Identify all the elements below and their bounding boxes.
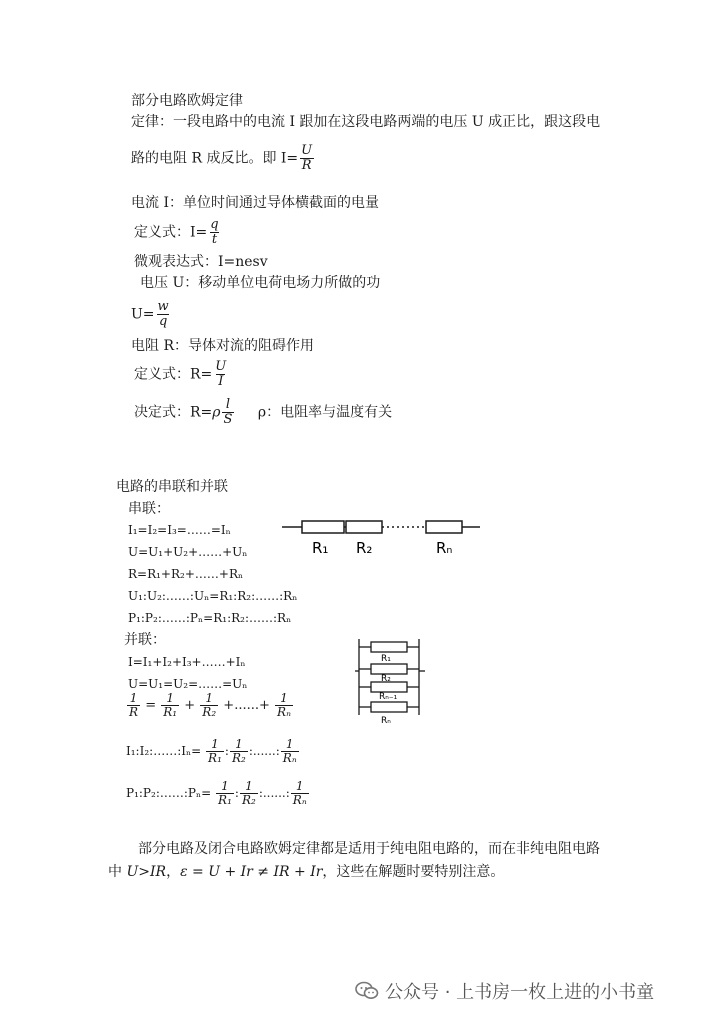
reciprocal-equation: $\frac{1}{R}$ = $\frac{1}{\text{R₁}}$ + $\frac{1}{\text{R₂}}$ +......+ $\frac{1}{\text{Rₙ}}$ <box>129 691 291 719</box>
recip-term-1-num: 1 <box>166 691 174 705</box>
current-ratio-equation: I₁:I₂:……:Iₙ= $\frac{1}{\text{R₁}}$ : $\frac{1}{\text{R₂}}$ :......: $\frac{1}{\text{Rₙ}}$ <box>126 737 297 765</box>
p-label-rn1: Rₙ₋₁ <box>379 692 398 702</box>
decision-fraction <box>222 398 235 427</box>
recip-term-n <box>275 692 293 719</box>
decision-formula <box>134 398 392 427</box>
section-title-ohm: 部分电路欧姆定律 <box>131 93 243 109</box>
recip-term-2-num: 1 <box>205 691 214 705</box>
rho-symbol: ρ <box>212 404 221 421</box>
voltage-definition: 电压 U：移动单位电荷电场力所做的功 <box>140 275 381 291</box>
voltage-frac-den: q <box>158 314 168 329</box>
resistance-frac-den: I <box>218 374 224 389</box>
p-resistor-rn <box>371 702 407 712</box>
current-frac-den: t <box>211 232 218 247</box>
recip-lhs-num: 1 <box>129 691 138 705</box>
resistance-formula-label: 定义式：R= <box>134 366 213 383</box>
power-ratio-label: P₁:P₂:……:Pₙ= <box>126 786 212 800</box>
pr-dots: ...... <box>262 786 286 800</box>
series-circuit-diagram <box>282 515 482 563</box>
p-resistor-r2 <box>371 664 407 674</box>
current-formula-label: 定义式：I= <box>134 224 208 241</box>
series-eq-voltage: U=U₁+U₂+……+Uₙ <box>128 545 248 559</box>
p-label-r1: R₁ <box>381 654 391 664</box>
pr-term-1-den: R₁ <box>218 793 232 807</box>
law-line-2-text: 路的电阻 R 成反比。即 I= <box>131 150 299 167</box>
series-eq-current: I₁=I₂=I₃=……=Iₙ <box>128 523 231 537</box>
micro-expression: 微观表达式：I=nesv <box>134 254 268 270</box>
voltage-fraction <box>156 300 171 329</box>
voltage-formula-label: U= <box>131 306 155 323</box>
resistor-r1 <box>302 521 344 533</box>
watermark <box>355 978 654 1004</box>
label-r2: R₂ <box>356 539 373 557</box>
pr-term-n-den: Rₙ <box>292 793 307 807</box>
recip-lhs <box>127 692 140 719</box>
current-formula <box>134 218 222 247</box>
watermark-text: 公众号 · 上书房一枚上进的小书童 <box>385 982 655 1003</box>
cr-term-1-den: R₁ <box>208 751 222 765</box>
resistance-definition: 电阻 R：导体对流的阻碍作用 <box>131 338 314 354</box>
section-title-circuits: 电路的串联和并联 <box>116 479 228 495</box>
cr-term-1 <box>206 738 224 765</box>
cr-term-2-den: R₂ <box>231 751 246 765</box>
pr-term-n <box>291 780 309 807</box>
p-resistor-r1 <box>371 642 407 652</box>
resistance-formula <box>134 360 229 389</box>
law-frac-num: U <box>301 143 313 158</box>
cr-term-2-num: 1 <box>235 737 243 751</box>
note-expr-2: ε = U + Ir ≠ IR + Ir <box>180 864 323 880</box>
parallel-circuit-diagram <box>355 633 425 725</box>
pr-term-2-den: R₂ <box>241 793 256 807</box>
cr-term-n-num: 1 <box>285 737 294 751</box>
note-line2-a: 中 <box>108 864 127 880</box>
resistance-fraction <box>213 360 228 389</box>
recip-term-n-den: Rₙ <box>277 705 291 719</box>
recip-term-1 <box>161 692 179 719</box>
series-eq-resistance: R=R₁+R₂+……+Rₙ <box>128 567 244 581</box>
note-line2-c: ，这些在解题时要特别注意。 <box>322 864 505 880</box>
p-label-rn: Rₙ <box>381 716 391 725</box>
current-definition: 电流 I：单位时间通过导体横截面的电量 <box>131 195 379 211</box>
recip-term-n-num: 1 <box>280 691 288 705</box>
cr-dots: ...... <box>252 744 276 758</box>
voltage-formula <box>131 300 172 329</box>
pr-term-n-num: 1 <box>295 779 304 793</box>
current-ratio-label: I₁:I₂:……:Iₙ= <box>126 744 202 758</box>
label-rn: Rₙ <box>436 539 453 557</box>
cr-term-1-num: 1 <box>211 737 219 751</box>
recip-term-2-den: R₂ <box>202 705 217 719</box>
current-frac-num: q <box>210 217 219 232</box>
recip-term-1-den: R₁ <box>163 705 178 719</box>
pr-term-2 <box>240 780 258 807</box>
decision-label: 决定式：R= <box>134 404 213 421</box>
resistor-rn <box>426 521 462 533</box>
rho-note: ρ：电阻率与温度有关 <box>257 404 393 421</box>
wechat-icon <box>355 980 379 1002</box>
p-label-r2: R₂ <box>381 674 391 684</box>
series-label: 串联： <box>128 501 170 517</box>
note-expr-1: U>IR <box>126 864 167 880</box>
law-frac-den: R <box>301 158 312 173</box>
series-eq-voltage-ratio: U₁:U₂:……:Uₙ=R₁:R₂:……:Rₙ <box>128 589 298 603</box>
law-fraction <box>299 144 314 173</box>
parallel-eq-current: I=I₁+I₂+I₃+……+Iₙ <box>128 655 246 669</box>
power-ratio-equation: P₁:P₂:……:Pₙ= $\frac{1}{\text{R₁}}$ : $\frac{1}{\text{R₂}}$ :......: $\frac{1}{\text{Rₙ}}$ <box>126 779 307 807</box>
recip-lhs-den: R <box>129 705 139 719</box>
recip-dots: ...... <box>234 698 259 713</box>
cr-term-n-den: Rₙ <box>282 751 297 765</box>
decision-frac-num: l <box>225 397 231 412</box>
resistor-r2 <box>346 521 382 533</box>
voltage-frac-num: w <box>157 299 169 314</box>
cr-term-n <box>281 738 299 765</box>
parallel-eq-voltage: U=U₁=U₂=……=Uₙ <box>128 677 248 691</box>
label-r1: R₁ <box>312 539 329 557</box>
note-line2-b: ， <box>166 864 181 880</box>
law-line-2 <box>131 144 315 173</box>
parallel-label: 并联： <box>124 632 166 648</box>
pr-term-1-num: 1 <box>221 779 229 793</box>
law-line-1: 定律：一段电路中的电流 I 跟加在这段电路两端的电压 U 成正比，跟这段电 <box>131 114 601 130</box>
decision-frac-den: S <box>223 412 233 427</box>
recip-term-2 <box>200 692 218 719</box>
resistance-frac-num: U <box>215 359 227 374</box>
cr-term-2 <box>230 738 248 765</box>
series-eq-power-ratio: P₁:P₂:……:Pₙ=R₁:R₂:……:Rₙ <box>128 611 292 625</box>
pr-term-1 <box>216 780 234 807</box>
current-fraction <box>208 218 220 247</box>
pr-term-2-num: 1 <box>245 779 253 793</box>
note-line-2 <box>108 863 504 881</box>
note-line-1: 部分电路及闭合电路欧姆定律都是适用于纯电阻电路的，而在非纯电阻电路 <box>138 841 600 857</box>
